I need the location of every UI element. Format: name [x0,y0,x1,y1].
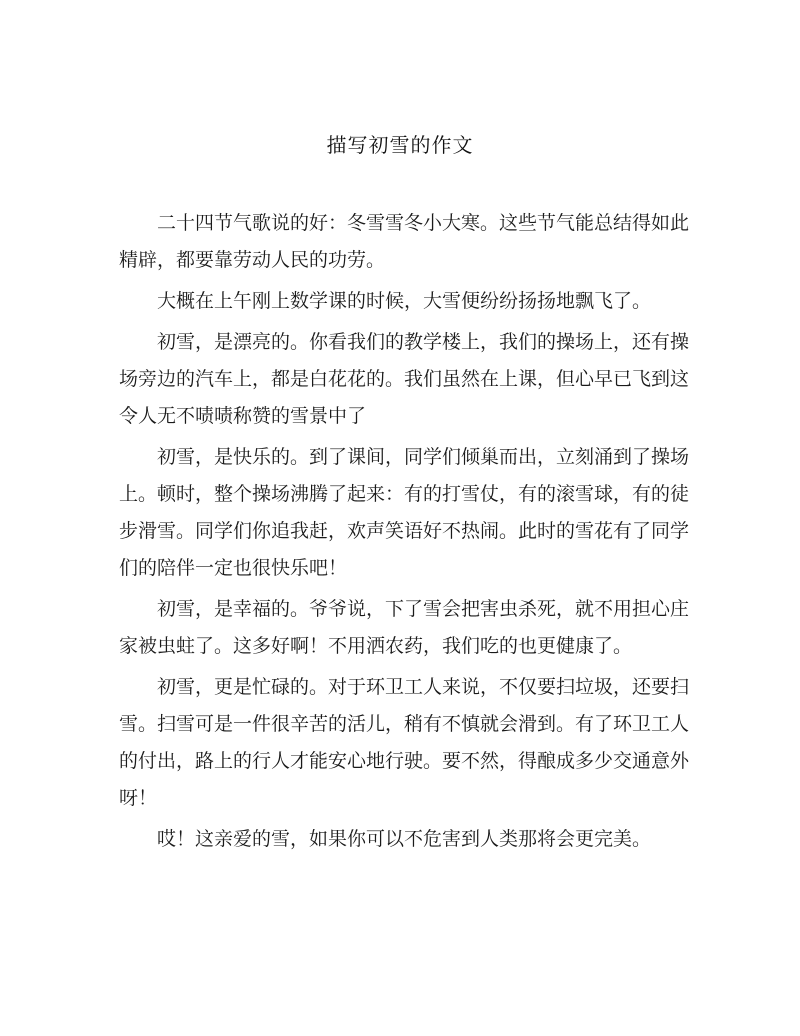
paragraph: 初雪，是漂亮的。你看我们的教学楼上，我们的操场上，还有操场旁边的汽车上，都是白花花的。我们虽然在上课，但心早已飞到这令人无不啧啧称赞的雪景中了 [119,331,690,427]
paragraph: 初雪，更是忙碌的。对于环卫工人来说，不仅要扫垃圾，还要扫雪。扫雪可是一件很辛苦的活儿，稍有不慎就会滑到。有了环卫工人的付出，路上的行人才能安心地行驶。要不然，得酿成多少交通意外呀！ [119,676,690,809]
paragraph: 哎！这亲爱的雪，如果你可以不危害到人类那将会更完美。 [157,828,652,850]
paragraph: 初雪，是幸福的。爷爷说，下了雪会把害虫杀死，就不用担心庄家被虫蛀了。这多好啊！不用洒农药，我们吃的也更健康了。 [119,598,690,657]
essay-body [119,205,689,862]
paragraph: 二十四节气歌说的好：冬雪雪冬小大寒。这些节气能总结得如此精辟，都要靠劳动人民的功劳。 [119,212,690,271]
paragraph: 大概在上午刚上数学课的时候，大雪便纷纷扬扬地飘飞了。 [157,290,652,312]
page-title: 描写初雪的作文 [326,133,474,157]
paragraph: 初雪，是快乐的。到了课间，同学们倾巢而出，立刻涌到了操场上。顿时，整个操场沸腾了起来：有的打雪仗，有的滚雪球，有的徒步滑雪。同学们你追我赶，欢声笑语好不热闹。此时的雪花有了同学们的陪伴一定也很快乐吧！ [119,446,690,579]
